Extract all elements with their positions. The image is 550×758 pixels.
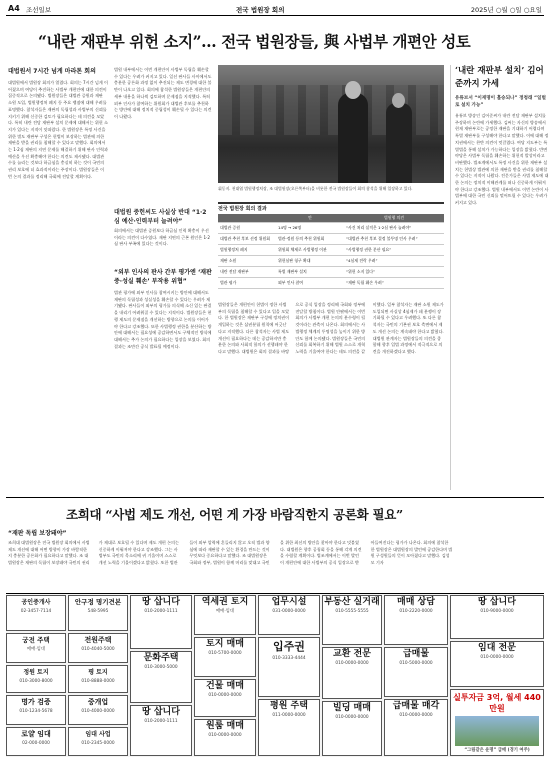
ad-block[interactable]: 임대 전문 010-0000-0000 (450, 641, 544, 687)
column-2-subhead: 대법원 중헌씨도 사실상 반대 “1·2심 예산·인력부터 늘려야” (114, 209, 207, 225)
photo-caption: 휘둥지. 천대엽 법원행정처장, 조 대법원장(오른쪽부터)을 비롯한 전국 법원장들이 회의 참석을 위해 입장하고 있다. (218, 186, 413, 191)
ad-block[interactable]: 땅 삽니다 010-2000-1111 (130, 705, 192, 756)
issue-date: 2025년 ○월 ○일 ○요일 (470, 6, 542, 14)
article-column-3: 법원장들은 개편안이 헌법이 정한 사법부의 독립을 침해할 수 있다고 입을 모았다. 한 법원장은 재판부 구성에 정치권이 개입하는 것은 삼권분립 원칙에 어긋난다고 지적했다. 다른 참석자는 사법 제도 개선이 필요하다는 데는 공감하지만 충분한 논의와 사회적 합의가 선행돼야 한다고 말했다. 대법원은 회의 결과를 바탕으로 공식 입장을 정리해 국회와 정부에 전달할 방침이다. 법원 안팎에서는 이번 회의가 사법부 개편 논의의 분수령이 될 것이라는 관측이 나온다. 회의에서는 사법행정 체계의 투명성을 높이기 위한 방안도 함께 논의됐다. 법원장들은 국민의 신뢰를 회복하기 위해 법원 스스로 개혁 노력을 기울여야 한다는 데도 의견을 같이했다. 일부 참석자는 재판 소원 제도가 도입되면 사실상 4심제가 돼 분쟁이 장기화될 수 있다고 우려했다. 또 다른 참석자는 국민의 기본권 보호 측면에서 제도 개선 논의는 계속돼야 한다고 밝혔다. 대법원 관계자는 법원장들의 의견을 종합해 향후 입법 과정에서 적극적으로 의견을 개진하겠다고 했다. (218, 302, 444, 354)
ad-block[interactable]: 궁전 주택 매매·임대 (6, 633, 66, 663)
ad-block[interactable]: 안구정 명기견본 548-5995 (68, 595, 128, 631)
article-column-2: 법원 내부에서는 이번 개편안이 사법부 독립을 훼손할 수 있다는 우려가 커지고 있다. 일선 판사들 사이에서도 충분한 공론화 과정 없이 추진되는 제도 변경에 대한 불만이 나오고 있다. 회의에 참석한 법원장들은 개편안의 세부 내용을 하나씩 검토하며 문제점을 지적했다. 특히 외부 인사가 참여하는 위원회가 대법관 후보를 추천하는 방안에 대해 정치적 중립성이 훼손될 수 있다는 의견이 나왔다. (114, 67, 212, 119)
meeting-photo (218, 65, 444, 183)
section-title: 전국 법원장 회의 (236, 6, 285, 14)
sidebar-body: 유튜브 방송인 김어준씨가 내란 전담 재판부 설치를 주장하며 논란에 가세했다. 김씨는 자신의 방송에서 현재 재판부로는 공정한 재판을 기대하기 어렵다며 특별 재판부를 구성해야 한다고 말했다. 이에 대해 정치권에서는 찬반 의견이 엇갈렸다. 여당 지도부는 특별법을 통해 설치가 가능하다는 입장을 밝혔다. 반면 야당은 사법부 독립을 훼손하는 위헌적 발상이라고 비판했다. 법조계에서도 특정 사건을 위한 재판부 설치는 헌법상 법관에 의한 재판을 받을 권리를 침해할 수 있다는 지적이 나왔다. 전문가들은 사법 제도에 대한 논의는 정치적 이해관계를 떠나 신중하게 이뤄져야 한다고 강조했다. 법원 내부에서도 이번 논란이 사법부에 대한 국민 신뢰를 떨어뜨릴 수 있다는 우려가 커지고 있다. (455, 113, 549, 206)
second-subhead: “재판 독립 보장돼야” (8, 530, 67, 537)
table-row: 대법관 추천 후보 선정 위원회 법관·정원 등의 추천 위원회 “대법관 추천 후보 결정 불투명 인사 우려” (218, 234, 444, 245)
publisher-name: 조선일보 (26, 6, 52, 14)
ad-block[interactable]: 문화주택 010-3000-5000 (130, 651, 192, 703)
ad-block[interactable]: 땅 삽니다 010-2000-1111 (130, 595, 192, 649)
sidebar-article (450, 65, 549, 490)
ad-block[interactable]: 토지 매매 010-5700-0000 (194, 637, 256, 677)
ad-block[interactable]: 중개업 010-4000-0000 (68, 695, 128, 725)
table-row: 내란 전담 재판부 특별 재판부 설치 “위헌 소지 있다” (218, 267, 444, 278)
lead-subhead: 대법원서 7시간 넘게 마라톤 회의 (8, 68, 96, 75)
article-column-2c: 법관 평가에 외부 인사를 참여시키는 방안에 대해서도 재판의 독립성과 성실성을 훼손할 수 있다는 우려가 제기됐다. 판사들이 외부의 평가를 의식해 소신 있는 판결을 내리기 어려워질 수 있다는 지적이다. 법원장들은 현행 제도의 문제점을 개선하는 방향으로 논의를 이어가야 한다고 강조했다. 또한 사법행정 권한을 분산하는 방안에 대해서는 필요성에 공감하면서도 구체적인 방식에 대해서는 추가 논의가 필요하다는 입장을 보였다. 회의 결과는 조만간 공식 발표될 예정이다. (114, 290, 212, 349)
ad-image (455, 716, 539, 746)
main-headline: “내란 재판부 위헌 소지”… 전국 법원장들, 與 사법부 개편안 성토 (38, 32, 471, 51)
second-article-body: 조희대 대법원장은 전국 법원장 회의에서 사법 제도 개선에 대해 어떤 방향이 가장 바람직한지 충분한 공론화가 필요하다고 말했다. 조 대법원장은 재판의 독립이 보장돼야 국민의 권리가 제대로 보호될 수 있다며 제도 개편 논의는 신중하게 이뤄져야 한다고 강조했다. 그는 사법부도 국민의 목소리에 귀 기울이며 스스로 개선 노력을 기울이겠다고 밝혔다. 또한 법관들이 외부 압력에 흔들리지 않고 오직 법과 양심에 따라 재판할 수 있는 환경을 만드는 것이 무엇보다 중요하다고 말했다. 조 대법원장은 국회와 정부, 법원이 함께 머리를 맞대고 국민을 위한 최선의 방안을 찾아야 한다고 덧붙였다. 대법원은 향후 공청회 등을 통해 각계 의견을 수렴할 계획이다. 법조계에서는 이번 발언이 개편안에 대한 사법부의 공식 입장으로 받아들여진다는 평가가 나온다. 회의에 참석한 한 법원장은 대법원장의 발언에 공감한다며 법원 구성원들의 뜻이 모아졌다고 말했다. 김성모 기자 (8, 540, 453, 566)
ad-block[interactable]: 평 토지 010-8888-0000 (68, 665, 128, 693)
result-table-grid (218, 214, 444, 289)
ad-block[interactable]: 임대 사업 010-2345-0000 (68, 727, 128, 756)
ad-block[interactable]: 교환 전문 010-0000-0000 (322, 647, 382, 699)
ad-block[interactable]: 정원 토지 010-3000-8000 (6, 665, 66, 693)
ad-block[interactable]: 매매 상담 010-2220-0000 (384, 595, 448, 645)
ad-block[interactable]: 업무시설 031-0000-0000 (258, 595, 320, 635)
sidebar-subtitle: 유튜브서 “이재명이 홀숭되나” 정청래 “일벌로 설치 가능” (455, 96, 546, 108)
ad-block[interactable]: 공인중개사 02-3457-7114 (6, 595, 66, 631)
table-header: 안 (276, 214, 344, 223)
table-row: 대법관 증원 14명 → 26명 “사건 처리 실적은 1·2심 판사 늘려야” (218, 223, 444, 234)
section-divider (6, 497, 544, 498)
ad-block[interactable]: 건물 매매 010-0000-0000 (194, 679, 256, 717)
page-header (6, 3, 544, 16)
ad-block[interactable]: 급매물 매각 010-0000-0000 (384, 699, 448, 756)
article-column-2b: 회의에서는 대법관 증원보다 하급심 인력 확충이 우선이라는 의견이 다수였다. 재판 지연의 근본 원인은 1·2심 판사 부족에 있다는 것이다. (114, 228, 211, 247)
table-row: 재판 소원 위헌심판 청구 확대 “4심제 전락 우려” (218, 256, 444, 267)
ad-block[interactable]: 빌딩 매매 010-0000-0000 (322, 701, 382, 756)
ad-block[interactable]: 로얄 임대 02-000-0000 (6, 727, 66, 756)
table-row: 법원행정처 폐지 위원회 체제로 사법행정 이관 “사법행정 권한 분산 필요” (218, 245, 444, 256)
ad-block[interactable]: 입주권 010-3333-4444 (258, 637, 320, 697)
byline: 김성모 기자 (370, 553, 450, 566)
sidebar-title: ‘내란 재판부 설치’ 김어준까지 가세 (455, 66, 544, 89)
ad-block[interactable]: 급매물 010-5000-0000 (384, 647, 448, 697)
page-number: A4 (8, 4, 20, 13)
table-title: 전국 법원장 회의 결과 (218, 206, 267, 212)
ad-block[interactable]: 전원주택 010-4040-5000 (68, 633, 128, 663)
ad-block[interactable]: 원룸 매매 010-0000-0000 (194, 719, 256, 756)
second-headline: 조희대 “사법 제도 개선, 어떤 게 가장 바람직한지 공론화 필요” (66, 507, 403, 522)
table-header (218, 214, 276, 223)
ad-block[interactable]: 부동산 실거래 010-5555-5555 (322, 595, 382, 645)
ad-block[interactable]: 땅 삽니다 010-9000-0000 (450, 595, 544, 639)
ad-block[interactable]: 실투자금 3억, 월세 440만원 “그림같은 운명” 급매 (경기 여주) (450, 689, 544, 756)
result-table (218, 202, 444, 300)
table-header: 법원행 의견 (344, 214, 444, 223)
ad-block[interactable]: 역세권 토지 매매·임대 (194, 595, 256, 635)
ad-block[interactable]: 명가 검증 010-1234-5678 (6, 695, 66, 725)
column-2-subhead-2: “외부 인사의 판사 간부 평가엔 ‘재판 중·성실 훼손’ 부작용 위협” (114, 269, 212, 285)
table-row: 법관 평가 외부 인사 참여 “재판 독립 훼손 우려” (218, 278, 444, 289)
ad-block[interactable]: 평원 주택 011-0000-0000 (258, 699, 320, 756)
article-column-1: 대법원에서 법원장 회의가 열렸다. 회의는 7시간 넘게 이어졌으며 여당이 추진하는 사법부 개편안에 대한 의견이 집중적으로 논의됐다. 법원장들은 대법관 증원과 재판 소원 도입, 법원행정처 폐지 등 주요 쟁점에 대해 우려를 표명했다. 참석자들은 재판의 독립성과 사법부의 신뢰를 지키기 위해 신중한 검토가 필요하다는 데 의견을 모았다. 특히 내란 전담 재판부 설치 문제에 대해서는 위헌 소지가 있다는 지적이 잇따랐다. 한 법원장은 특정 사건을 위한 별도 재판부 구성은 헌법이 보장하는 법관에 의한 재판을 받을 권리를 침해할 수 있다고 말했다. 회의에서는 1·2심 재판의 지연 문제를 해결하기 위해 판사 인력과 예산을 우선 확충해야 한다는 의견도 제시됐다. 대법관 수를 늘리는 것보다 하급심을 충실히 하는 것이 국민의 권리 보호에 더 효과적이라는 주장이다. 법원장들은 이번 논의 결과를 정리해 국회에 전달할 계획이다. (8, 80, 108, 179)
